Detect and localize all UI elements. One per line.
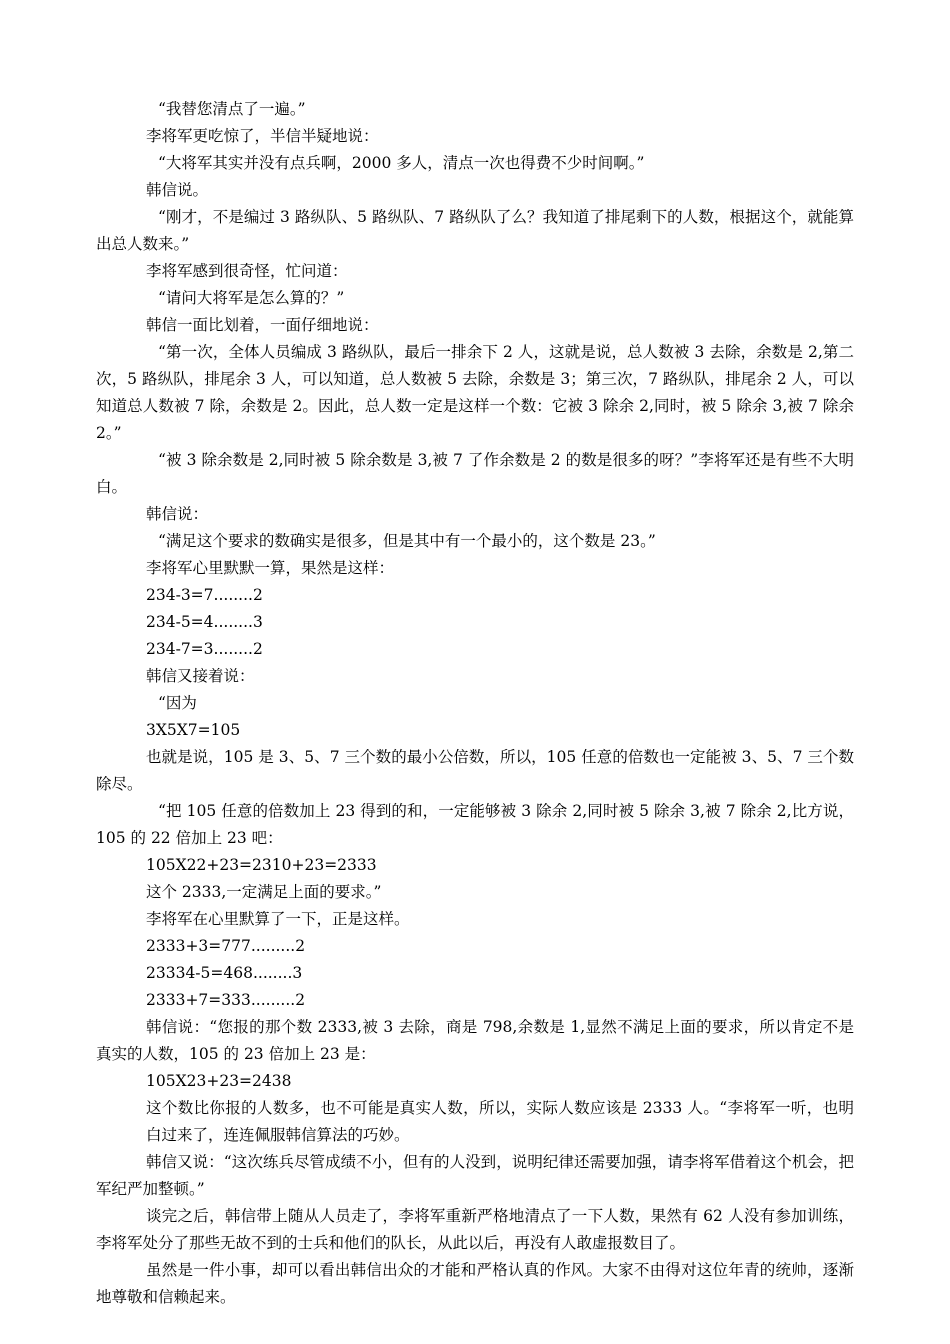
- paragraph: “因为: [158, 694, 197, 712]
- paragraph: 韩信又接着说：: [146, 667, 255, 685]
- paragraph: 2333+7=333.........2: [146, 991, 306, 1009]
- paragraph: 李将军更吃惊了，半信半疑地说：: [146, 127, 379, 145]
- paragraph: 这个 2333,一定满足上面的要求。”: [146, 883, 382, 901]
- paragraph: 105X23+23=2438: [146, 1072, 292, 1090]
- paragraph: 李将军感到很奇怪，忙问道：: [146, 262, 348, 280]
- paragraph: 韩信说。: [146, 181, 209, 199]
- paragraph: 234-7=3........2: [146, 640, 263, 658]
- paragraph: 也就是说，105 是 3、5、7 三个数的最小公倍数，所以，105 任意的倍数也一定能被 3、5、7 三个数除尽。: [96, 748, 854, 793]
- paragraph: “我替您清点了一遍。”: [158, 100, 306, 118]
- paragraph: 23334-5=468........3: [146, 964, 303, 982]
- paragraph: 韩信说：“您报的那个数 2333,被 3 去除，商是 798,余数是 1,显然不满足上面的要求，所以肯定不是真实的人数，105 的 23 倍加上 23 是：: [96, 1018, 854, 1063]
- paragraph: 谈完之后，韩信带上随从人员走了，李将军重新严格地清点了一下人数，果然有 62 人没有参加训练，李将军处分了那些无故不到的士兵和他们的队长，从此以后，再没有人敢虚报数目了。: [96, 1207, 854, 1252]
- paragraph: 李将军心里默默一算，果然是这样：: [146, 559, 395, 577]
- paragraph: “刚才，不是编过 3 路纵队、5 路纵队、7 路纵队了么？我知道了排尾剩下的人数，根据这个，就能算出总人数来。”: [96, 208, 854, 253]
- paragraph: “把 105 任意的倍数加上 23 得到的和，一定能够被 3 除余 2,同时被 5 除余 3,被 7 除余 2,比方说，105 的 22 倍加上 23 吧：: [96, 802, 854, 847]
- paragraph: 105X22+23=2310+23=2333: [146, 856, 377, 874]
- paragraph: 234-3=7........2: [146, 586, 263, 604]
- paragraph: “满足这个要求的数确实是很多，但是其中有一个最小的，这个数是 23。”: [158, 532, 656, 550]
- paragraph: 这个数比你报的人数多，也不可能是真实人数，所以，实际人数应该是 2333 人。“李将军一听，也明白过来了，连连佩服韩信算法的巧妙。: [146, 1099, 854, 1144]
- paragraph: “第一次，全体人员编成 3 路纵队，最后一排余下 2 人，这就是说，总人数被 3 去除，余数是 2,第二次，5 路纵队，排尾余 3 人，可以知道，总人数被 5 去除，余数是 3；第三次，7 路纵队，排尾余 2 人，可以知道总人数被 7 除，余数是 2。因此，总人数一定是这样一个数：它被 3 除余 2,同时，被 5 除余 3,被 7 除余 2。”: [96, 343, 854, 442]
- paragraph: 韩信一面比划着，一面仔细地说：: [146, 316, 379, 334]
- paragraph: 韩信说：: [146, 505, 209, 523]
- paragraph: “大将军其实并没有点兵啊，2000 多人，清点一次也得费不少时间啊。”: [158, 154, 645, 172]
- paragraph: “被 3 除余数是 2,同时被 5 除余数是 3,被 7 了作余数是 2 的数是很多的呀？”李将军还是有些不大明白。: [96, 451, 854, 496]
- paragraph: 234-5=4........3: [146, 613, 263, 631]
- paragraph: 2333+3=777.........2: [146, 937, 306, 955]
- paragraph: “请问大将军是怎么算的？”: [158, 289, 345, 307]
- document-body: [96, 96, 854, 1311]
- paragraph: 虽然是一件小事，却可以看出韩信出众的才能和严格认真的作风。大家不由得对这位年青的统帅，逐渐地尊敬和信赖起来。: [96, 1261, 854, 1306]
- paragraph: 李将军在心里默算了一下，正是这样。: [146, 910, 410, 928]
- paragraph: 3X5X7=105: [146, 721, 241, 739]
- paragraph: 韩信又说：“这次练兵尽管成绩不小，但有的人没到，说明纪律还需要加强，请李将军借着这个机会，把军纪严加整顿。”: [96, 1153, 854, 1198]
